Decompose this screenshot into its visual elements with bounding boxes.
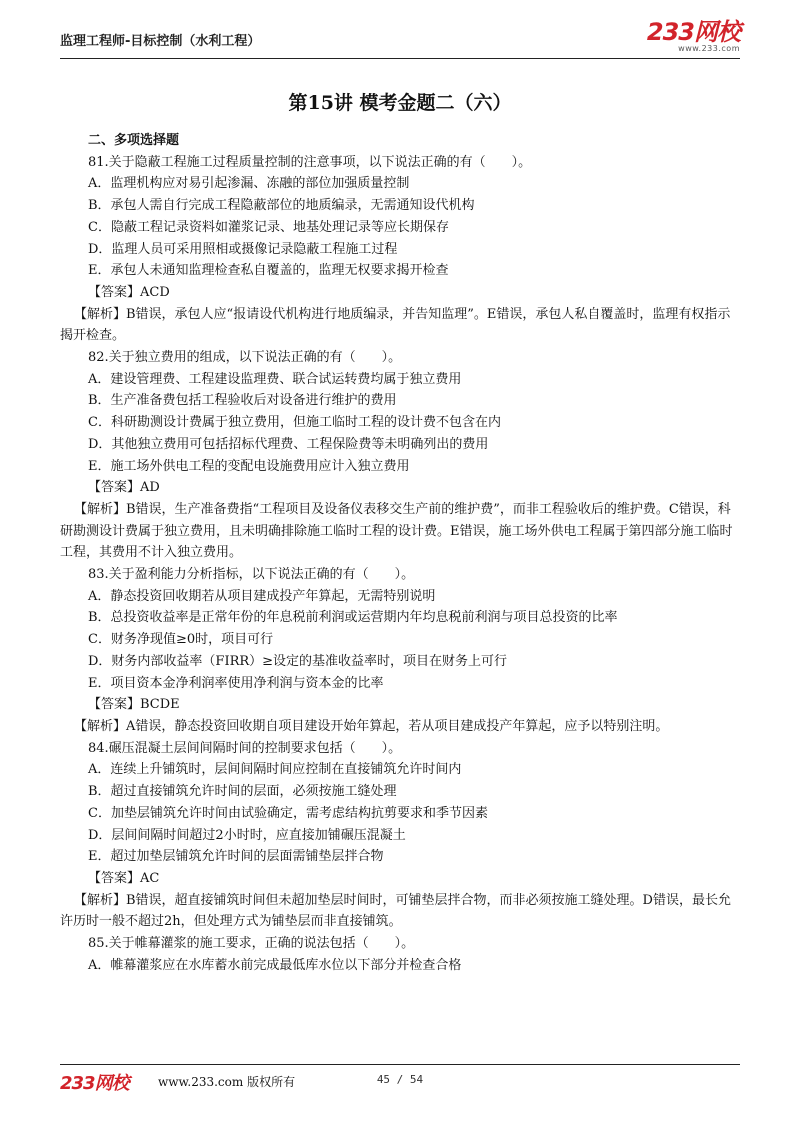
question-option: B．生产准备费包括工程验收后对设备进行维护的费用 <box>88 393 397 409</box>
question-analysis <box>60 499 740 564</box>
question-option: A．监理机构应对易引起渗漏、冻融的部位加强质量控制 <box>88 176 410 192</box>
footer-copyright: www.233.com 版权所有 <box>158 1075 296 1089</box>
question-analysis <box>60 304 740 347</box>
question-analysis-text: 【解析】B错误，承包人应“报请设代机构进行地质编录，并告知监理”。E错误，承包人私自覆盖时，监理有权指示揭开检查。 <box>60 306 731 344</box>
footer-logo: 233网校 <box>60 1073 129 1094</box>
brand-logo-text: 233网校 <box>646 18 740 46</box>
question-content <box>60 130 740 976</box>
question-stem: 81.关于隐蔽工程施工过程质量控制的注意事项，以下说法正确的有（ ）。 <box>88 154 532 170</box>
question-option: E．项目资本金净利润率使用净利润与资本金的比率 <box>88 675 384 691</box>
question-stem: 82.关于独立费用的组成，以下说法正确的有（ ）。 <box>88 350 402 366</box>
question-analysis-text: 【解析】B错误，生产准备费指“工程项目及设备仪表移交生产前的维护费”，而非工程验收后的维护费。C错误，科研勘测设计费属于独立费用，且未明确排除施工临时工程的设计费。E错误，施工场外供电工程属于第四部分施工临时工程，其费用不计入独立费用。 <box>60 501 733 561</box>
question-stem: 84.碾压混凝土层间间隔时间的控制要求包括（ ）。 <box>88 740 402 756</box>
question-option: C．科研勘测设计费属于独立费用，但施工临时工程的设计费不包含在内 <box>88 415 501 431</box>
header-divider <box>60 58 740 59</box>
question-answer: 【答案】AD <box>88 480 160 496</box>
brand-logo <box>647 20 740 53</box>
question-stem: 85.关于帷幕灌浆的施工要求，正确的说法包括（ ）。 <box>88 936 415 952</box>
question-option: E．承包人未通知监理检查私自覆盖的，监理无权要求揭开检查 <box>88 263 449 279</box>
section-title: 二、多项选择题 <box>88 133 180 148</box>
question-option: E．施工场外供电工程的变配电设施费用应计入独立费用 <box>88 458 410 474</box>
question-option: A．连续上升铺筑时，层间间隔时间应控制在直接铺筑允许时间内 <box>88 762 462 778</box>
question-option: D．其他独立费用可包括招标代理费、工程保险费等未明确列出的费用 <box>88 436 489 452</box>
question-answer: 【答案】ACD <box>88 284 170 300</box>
question-option: D．监理人员可采用照相或摄像记录隐蔽工程施工过程 <box>88 241 398 257</box>
question-option: E．超过加垫层铺筑允许时间的层面需铺垫层拌合物 <box>88 849 384 865</box>
question-option: A．静态投资回收期若从项目建成投产年算起，无需特别说明 <box>88 588 436 604</box>
question-block <box>60 738 740 933</box>
question-analysis <box>60 716 740 738</box>
question-option: B．总投资收益率是正常年份的年息税前利润或运营期内年均息税前利润与项目总投资的比率 <box>88 610 618 626</box>
question-option: C．财务净现值≥0时，项目可行 <box>88 632 274 648</box>
question-stem: 83.关于盈利能力分析指标，以下说法正确的有（ ）。 <box>88 567 415 583</box>
question-block <box>60 347 740 564</box>
question-option: A．帷幕灌浆应在水库蓄水前完成最低库水位以下部分并检查合格 <box>88 957 462 973</box>
question-analysis <box>60 890 740 933</box>
footer-divider <box>60 1064 740 1065</box>
question-block <box>74 564 740 738</box>
document-header-title: 监理工程师-目标控制（水利工程） <box>60 34 261 49</box>
question-answer: 【答案】BCDE <box>88 697 180 713</box>
question-option: B．承包人需自行完成工程隐蔽部位的地质编录，无需通知设代机构 <box>88 198 475 214</box>
question-block <box>88 933 740 976</box>
question-option: C．隐蔽工程记录资料如灌浆记录、地基处理记录等应长期保存 <box>88 219 449 235</box>
question-analysis-text: 【解析】B错误，超直接铺筑时间但未超加垫层时间时，可铺垫层拌合物，而非必须按施工缝处理。D错误，最长允许历时一般不超过2h，但处理方式为铺垫层而非直接铺筑。 <box>60 892 731 930</box>
question-block <box>60 152 740 347</box>
question-option: C．加垫层铺筑允许时间由试验确定，需考虑结构抗剪要求和季节因素 <box>88 805 488 821</box>
question-option: D．层间间隔时间超过2小时时，应直接加铺碾压混凝土 <box>88 827 406 843</box>
question-option: A．建设管理费、工程建设监理费、联合试运转费均属于独立费用 <box>88 371 462 387</box>
question-answer: 【答案】AC <box>88 870 160 886</box>
question-option: D．财务内部收益率（FIRR）≥设定的基准收益率时，项目在财务上可行 <box>88 653 508 669</box>
brand-logo-url: www.233.com <box>678 44 740 53</box>
page-number: 45 / 54 <box>376 1073 424 1086</box>
question-analysis-text: 【解析】A错误，静态投资回收期自项目建设开始年算起，若从项目建成投产年算起，应予以特别注明。 <box>74 718 669 734</box>
page-title: 第15讲 模考金题二（六） <box>288 92 512 114</box>
question-option: B．超过直接铺筑允许时间的层面，必须按施工缝处理 <box>88 784 397 800</box>
